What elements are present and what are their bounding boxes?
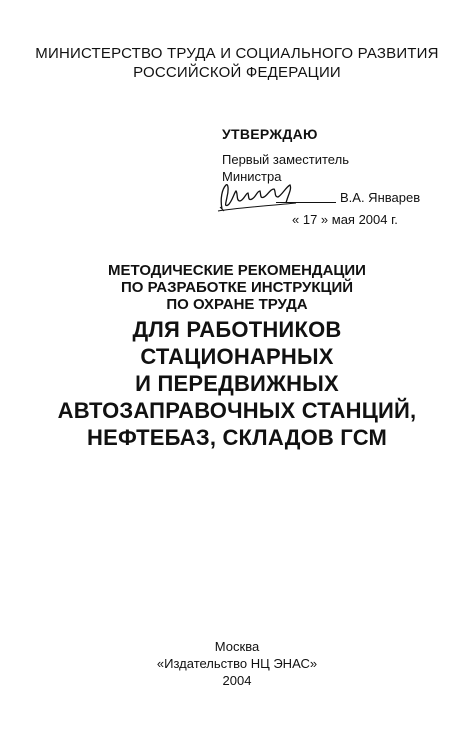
ministry-line: МИНИСТЕРСТВО ТРУДА И СОЦИАЛЬНОГО РАЗВИТИЯ: [35, 45, 439, 62]
document-type-line: ПО РАЗРАБОТКЕ ИНСТРУКЦИЙ: [120, 279, 354, 296]
document-type-line: МЕТОДИЧЕСКИЕ РЕКОМЕНДАЦИИ: [108, 262, 366, 279]
approval-block: [222, 126, 462, 228]
document-title-line: АВТОЗАПРАВОЧНЫХ СТАНЦИЙ,: [57, 398, 417, 423]
ministry-line: РОССИЙСКОЙ ФЕДЕРАЦИИ: [133, 64, 341, 81]
publisher-city: Москва: [214, 639, 260, 654]
publisher-name: «Издательство НЦ ЭНАС»: [156, 656, 318, 671]
signature-line: [276, 202, 336, 203]
approval-title: УТВЕРЖДАЮ: [222, 126, 318, 142]
signer-name: В.А. Январев: [340, 190, 421, 205]
document-title-line: И ПЕРЕДВИЖНЫХ: [135, 371, 339, 396]
ministry-header: [0, 44, 474, 82]
document-title: [0, 316, 474, 451]
handwritten-signature: [216, 179, 308, 213]
signature-row: [222, 185, 462, 211]
publication-year: 2004: [222, 673, 252, 688]
approver-position: Первый заместитель: [222, 152, 349, 167]
document-type-line: ПО ОХРАНЕ ТРУДА: [166, 296, 308, 313]
document-type: [0, 262, 474, 313]
publisher-block: [0, 638, 474, 689]
approval-date: « 17 » мая 2004 г.: [292, 212, 398, 227]
document-title-line: НЕФТЕБАЗ, СКЛАДОВ ГСМ: [86, 425, 388, 450]
document-title-line: ДЛЯ РАБОТНИКОВ: [132, 317, 342, 342]
approver-position-ministry: Министра: [222, 169, 282, 184]
document-title-line: СТАЦИОНАРНЫХ: [140, 344, 334, 369]
